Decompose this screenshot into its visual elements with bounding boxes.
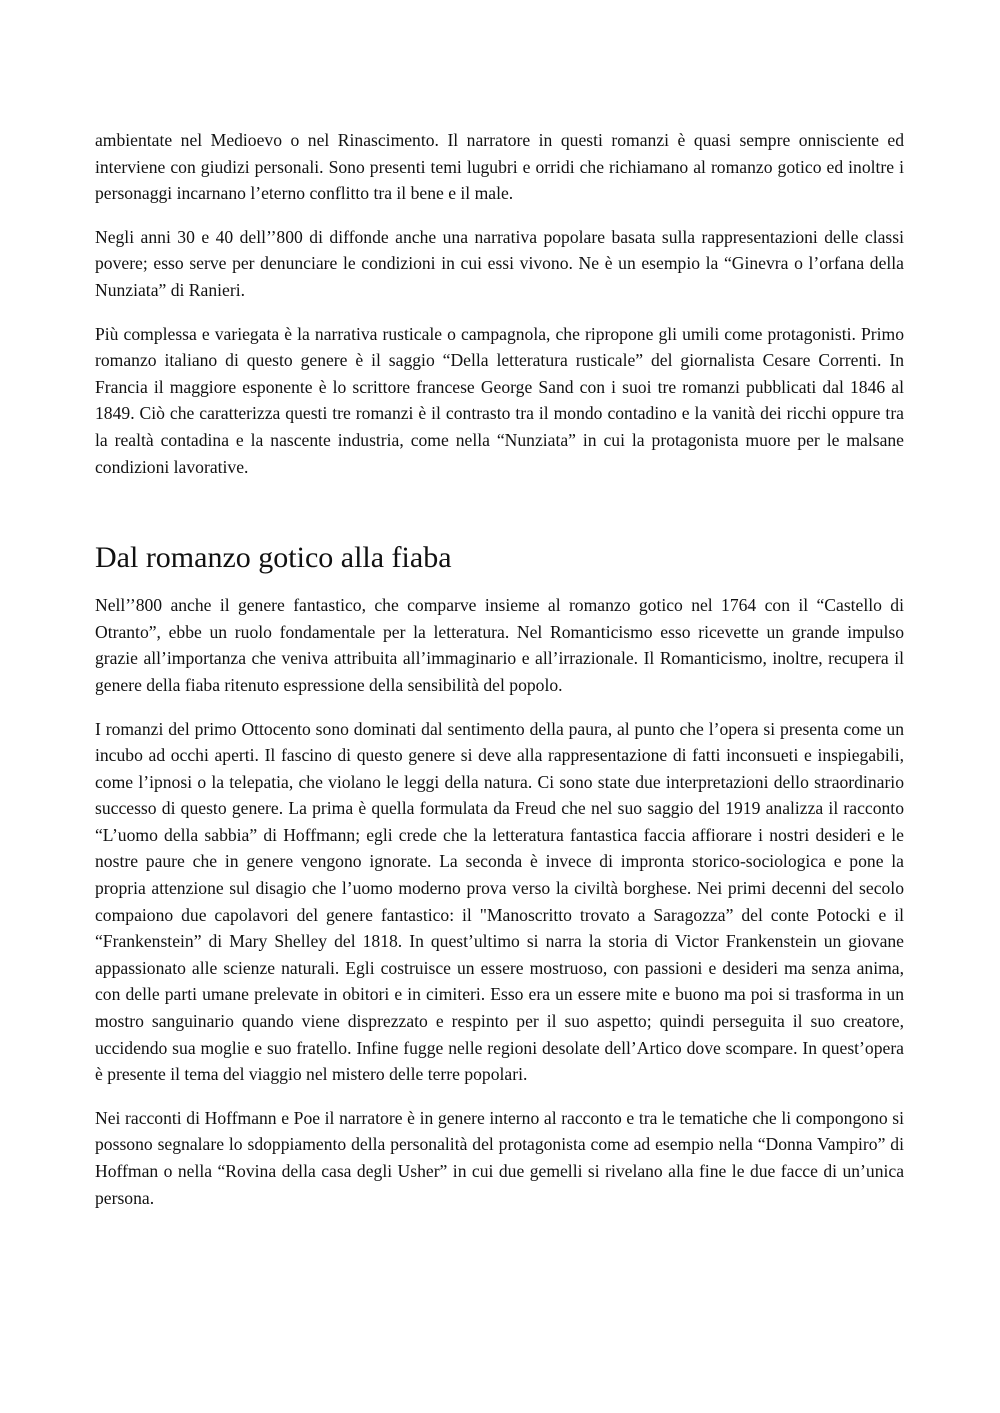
section-heading: Dal romanzo gotico alla fiaba — [95, 541, 452, 575]
section-paragraph-2: I romanzi del primo Ottocento sono dominati dal sentimento della paura, al punto che l’opera si presenta come un incubo ad occhi aperti. Il fascino di questo genere si deve alla rappresentazione di fatti inconsueti e inspiegabili, come l’ipnosi o la telepatia, che violano le leggi della natura. Ci sono state due interpretazioni dello straordinario successo di questo genere. La prima è quella formulata da Freud che nel suo saggio del 1919 analizza il racconto “L’uomo della sabbia” di Hoffmann; egli crede che la letteratura fantastica faccia affiorare i nostri desideri e le nostre paure che in genere vengono ignorate. La seconda è invece di impronta storico-sociologica e pone la propria attenzione sul disagio che l’uomo moderno prova verso la civiltà borghese. Nei primi decenni del secolo compaiono due capolavori del genere fantastico: il "Manoscritto trovato a Saragozza” del conte Potocki e il “Frankenstein” di Mary Shelley del 1818. In quest’ultimo si narra la storia di Victor Frankenstein un giovane appassionato alle scienze naturali. Egli costruisce un essere mostruoso, con passioni e desideri ma senza anima, con delle parti umane prelevate in obitori e in cimiteri. Esso era un essere mite e buono ma poi si trasforma in un mostro sanguinario quando viene disprezzato e respinto per il suo aspetto; quindi perseguita il suo creatore, uccidendo sua moglie e suo fratello. Infine fugge nelle regioni desolate dell’Artico dove scompare. In quest’opera è presente il tema del viaggio nel mistero delle terre popolari. — [95, 718, 904, 1085]
document-page — [95, 127, 904, 1228]
intro-paragraph-1: ambientate nel Medioevo o nel Rinascimento. Il narratore in questi romanzi è quasi sempre onnisciente ed interviene con giudizi personali. Sono presenti temi lugubri e orridi che richiamano al romanzo gotico ed inoltre i personaggi incarnano l’eterno conflitto tra il bene e il male. — [95, 130, 904, 204]
section-paragraph-1: Nell’’800 anche il genere fantastico, che comparve insieme al romanzo gotico nel 1764 con il “Castello di Otranto”, ebbe un ruolo fondamentale per la letteratura. Nel Romanticismo esso ricevette un grande impulso grazie all’importanza che veniva attribuita all’immaginario e all’irrazionale. Il Romanticismo, inoltre, recupera il genere della fiaba ritenuto espressione della sensibilità del popolo. — [95, 595, 904, 695]
intro-paragraph-2: Negli anni 30 e 40 dell’’800 di diffonde anche una narrativa popolare basata sulla rappresentazioni delle classi povere; esso serve per denunciare le condizioni in cui essi vivono. Ne è un esempio la “Ginevra o l’orfana della Nunziata” di Ranieri. — [95, 226, 904, 300]
section-paragraph-3: Nei racconti di Hoffmann e Poe il narratore è in genere interno al racconto e tra le tematiche che li compongono si possono segnalare lo sdoppiamento della personalità del protagonista come ad esempio nella “Donna Vampiro” di Hoffman o nella “Rovina della casa degli Usher” in cui due gemelli si rivelano alla fine le due facce di un’unica persona. — [95, 1107, 904, 1208]
intro-paragraph-3: Più complessa e variegata è la narrativa rusticale o campagnola, che ripropone gli umili come protagonisti. Primo romanzo italiano di questo genere è il saggio “Della letteratura rusticale” del giornalista Cesare Correnti. In Francia il maggiore esponente è lo scrittore francese George Sand con i suoi tre romanzi pubblicati dal 1846 al 1849. Ciò che caratterizza questi tre romanzi è il contrasto tra il mondo contadino e la vanità dei ricchi oppure tra la realtà contadina e la nascente industria, come nella “Nunziata” in cui la protagonista muore per le malsane condizioni lavorative. — [95, 323, 904, 477]
